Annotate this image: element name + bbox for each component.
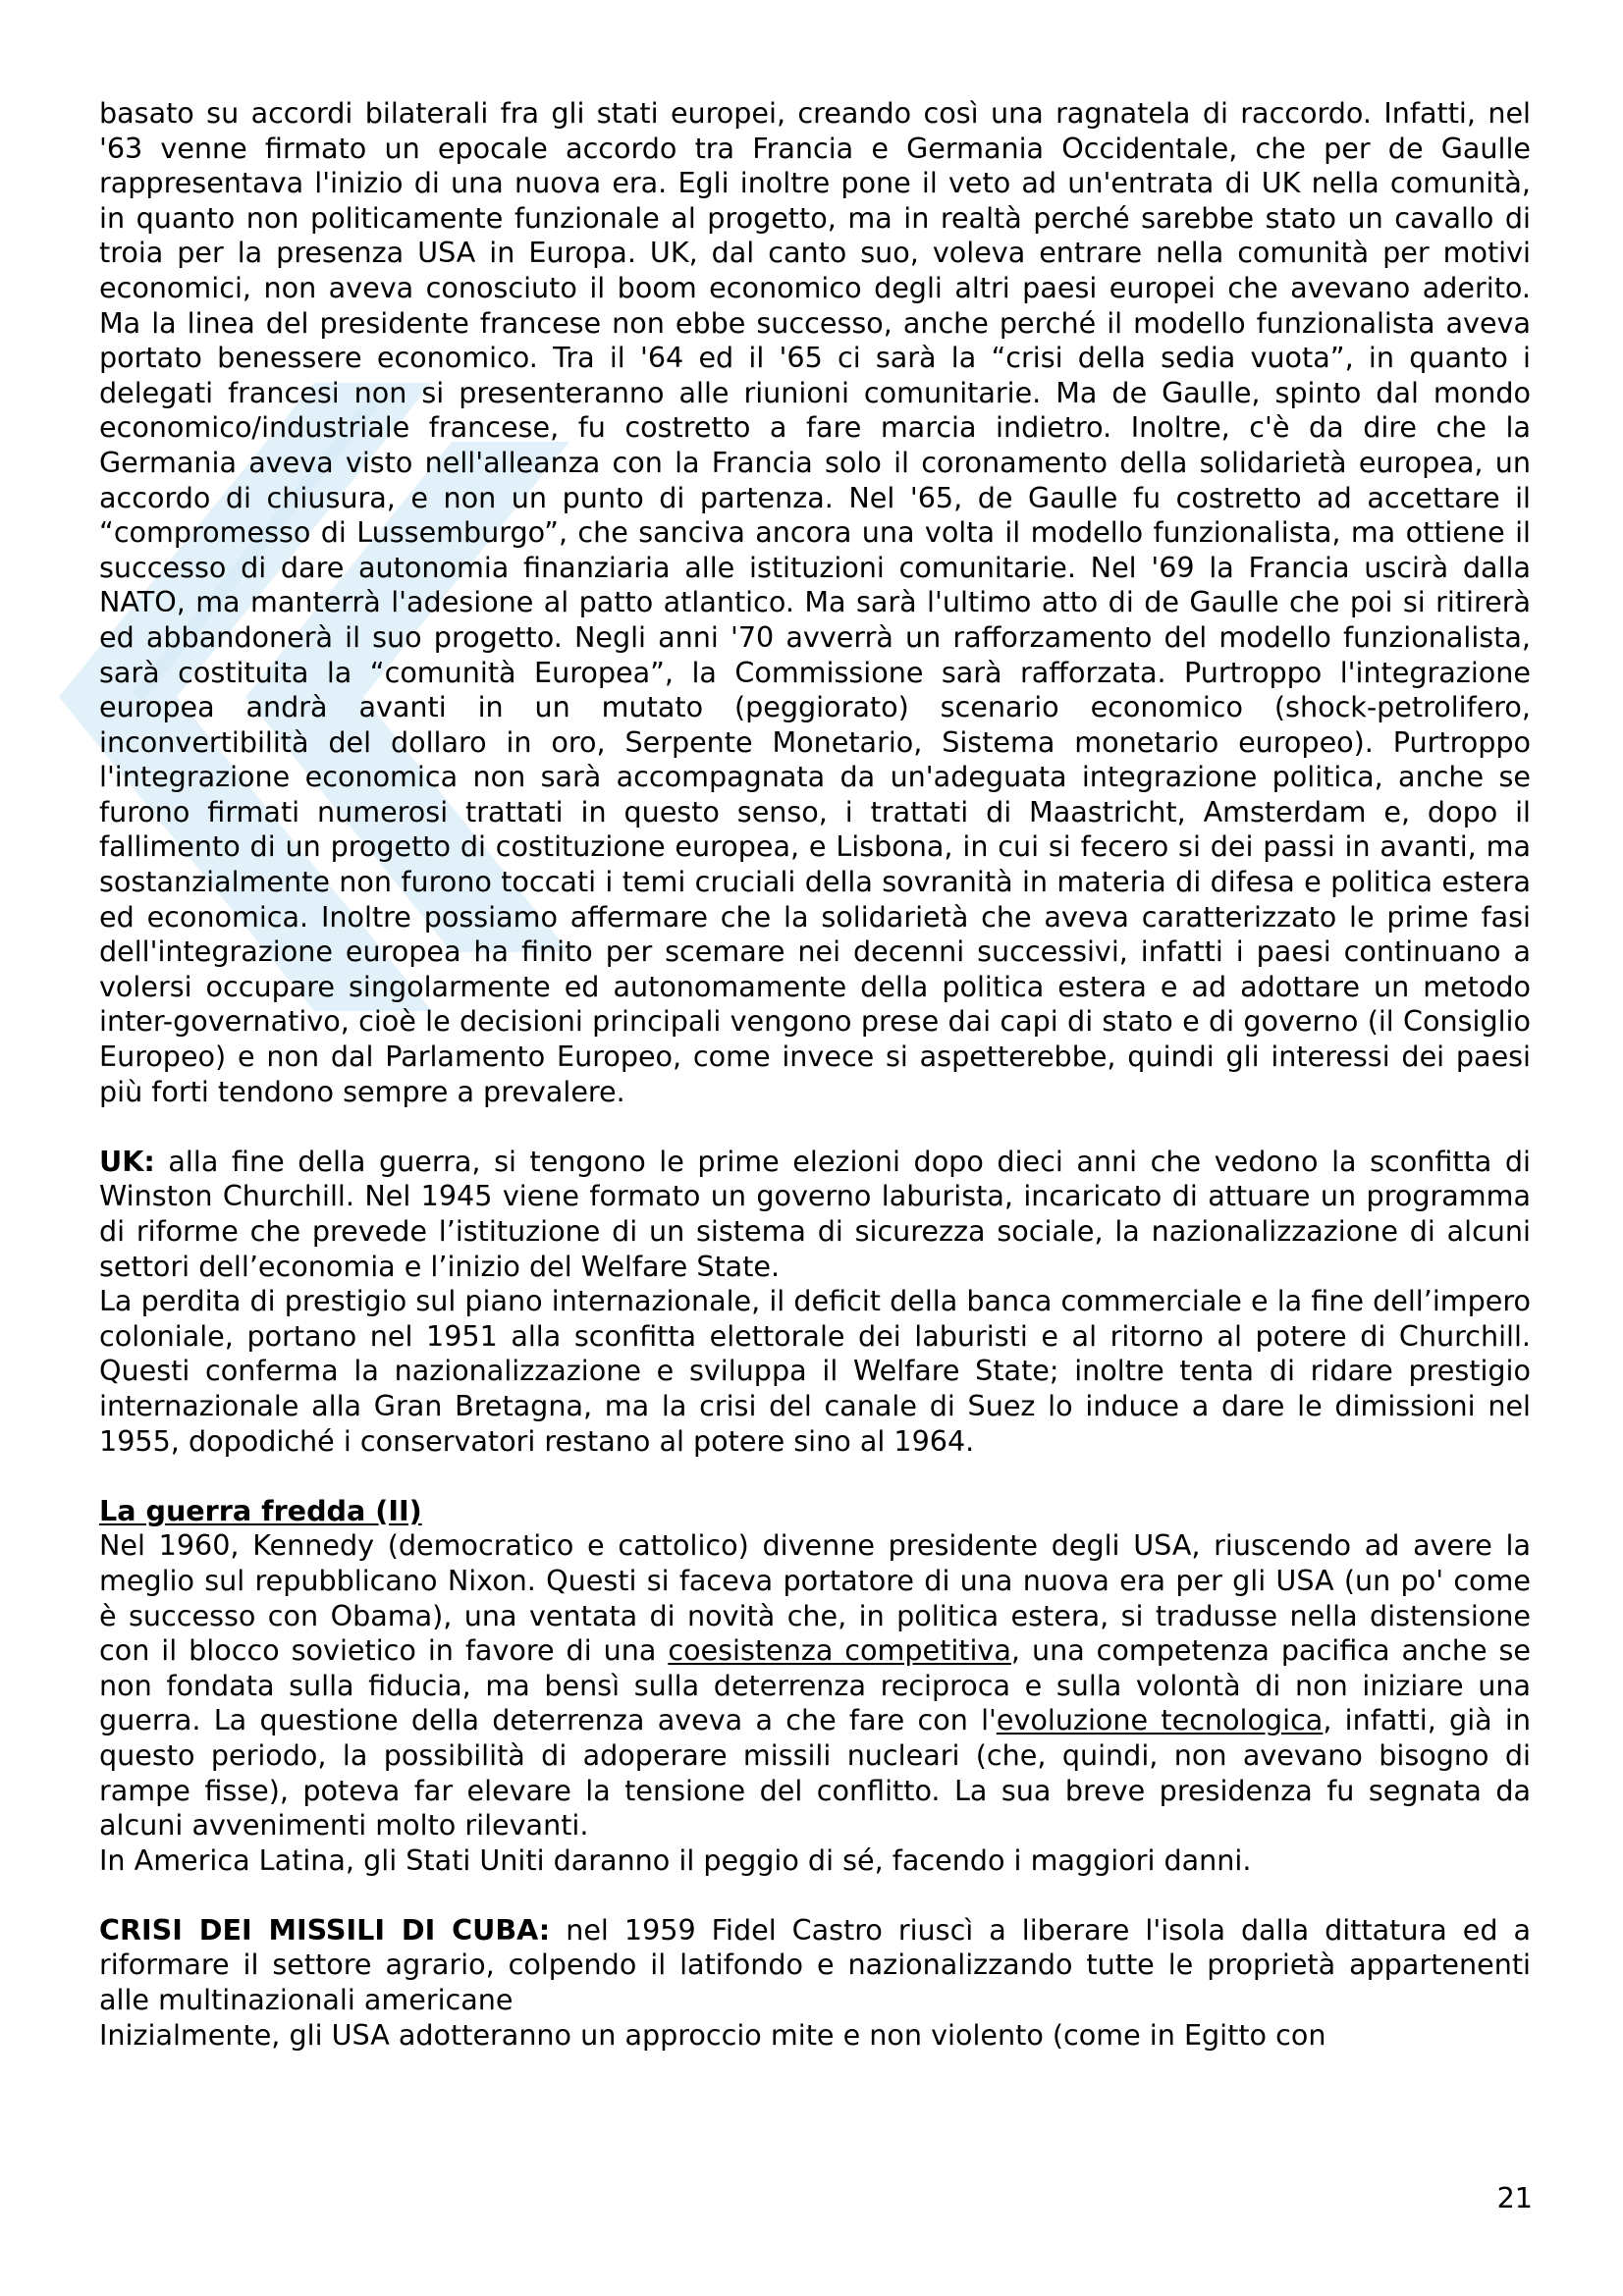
paragraph-spacer: [99, 1109, 1531, 1145]
page-number: 21: [1496, 2181, 1533, 2215]
paragraph-kennedy: [99, 1528, 1531, 1842]
kennedy-text-part-2: , una competenza pacifica anche se non fondata sulla fiducia, ma bensì sulla deterrenza reciproca e sulla volontà di non iniziare una guerra. La questione della deterrenza aveva a che fare con l': [99, 1633, 1531, 1737]
section-label-cuba: CRISI DEI MISSILI DI CUBA:: [99, 1912, 551, 1947]
cuba-body-text: nel 1959 Fidel Castro riuscì a liberare l'isola dalla dittatura ed a riformare il settore agrario, colpendo il latifondo e nazionalizzando tutte le proprietà appartenenti alle multinazionali americane: [99, 1912, 1532, 2017]
underlined-term-technology: evoluzione tecnologica: [996, 1703, 1324, 1737]
underlined-term-coexistence: coesistenza competitiva: [668, 1633, 1011, 1668]
paragraph-spacer: [99, 1878, 1531, 1913]
kennedy-text-part-3: , infatti, già in questo periodo, la possibilità di adoperare missili nucleari (che, quindi, non avevano bisogno di rampe fisse), poteva far elevare la tensione del conflitto. La sua breve presidenza fu segnata da alcuni avvenimenti molto rilevanti.: [99, 1703, 1531, 1842]
uk-body-text: alla fine della guerra, si tengono le prime elezioni dopo dieci anni che vedono la sconfitta di Winston Churchill. Nel 1945 viene formato un governo laburista, incaricato di attuare un programma di riforme che prevede l’istituzione di un sistema di sicurezza sociale, la nazionalizzazione di alcuni settori dell’economia e l’inizio del Welfare State.: [99, 1144, 1531, 1283]
paragraph-uk-churchill: La perdita di prestigio sul piano internazionale, il deficit della banca commerciale e la fine dell’impero coloniale, portano nel 1951 alla sconfitta elettorale dei laburisti e al ritorno al potere di Churchill. Questi conferma la nazionalizzazione e sviluppa il Welfare State; inoltre tenta di ridare prestigio internazionale alla Gran Bretagna, ma la crisi del canale di Suez lo induce a dare le dimissioni nel 1955, dopodiché i conservatori restano al potere sino al 1964.: [99, 1284, 1531, 1458]
paragraph-spacer: [99, 1459, 1531, 1494]
section-heading-cold-war: [99, 1494, 1531, 1529]
kennedy-text-part-1: Nel 1960, Kennedy (democratico e cattolico) divenne presidente degli USA, riuscendo ad avere la meglio sul repubblicano Nixon. Questi si faceva portatore di una nuova era per gli USA (un po' come è successo con Obama), una ventata di novità che, in politica estera, si tradusse nella distensione con il blocco sovietico in favore di una: [99, 1528, 1531, 1668]
paragraph-uk: [99, 1145, 1531, 1284]
paragraph-cuba-crisis: [99, 1913, 1531, 2018]
section-label-uk: UK:: [99, 1144, 155, 1178]
heading-text: La guerra fredda (II): [99, 1493, 422, 1527]
document-page: [99, 96, 1531, 2053]
paragraph-usa-approach: Inizialmente, gli USA adotteranno un approccio mite e non violento (come in Egitto con: [99, 2017, 1326, 2052]
paragraph-de-gaulle-europe: basato su accordi bilaterali fra gli stati europei, creando così una ragnatela di raccordo. Infatti, nel '63 venne firmato un epocale accordo tra Francia e Germania Occidentale, che per de Gaulle rappresentava l'inizio di una nuova era. Egli inoltre pone il veto ad un'entrata di UK nella comunità, in quanto non politicamente funzionale al progetto, ma in realtà perché sarebbe stato un cavallo di troia per la presenza USA in Europa. UK, dal canto suo, voleva entrare nella comunità per motivi economici, non aveva conosciuto il boom economico degli altri paesi europei che avevano aderito. Ma la linea del presidente francese non ebbe successo, anche perché il modello funzionalista aveva portato benessere economico. Tra il '64 ed il '65 ci sarà la “crisi della sedia vuota”, in quanto i delegati francesi non si presenteranno alle riunioni comunitarie. Ma de Gaulle, spinto dal mondo economico/industriale francese, fu costretto a fare marcia indietro. Inoltre, c'è da dire che la Germania aveva visto nell'alleanza con la Francia solo il coronamento della solidarietà europea, un accordo di chiusura, e non un punto di partenza. Nel '65, de Gaulle fu costretto ad accettare il “compromesso di Lussemburgo”, che sanciva ancora una volta il modello funzionalista, ma ottiene il successo di dare autonomia finanziaria alle istituzioni comunitarie. Nel '69 la Francia uscirà dalla NATO, ma manterrà l'adesione al patto atlantico. Ma sarà l'ultimo atto di de Gaulle che poi si ritirerà ed abbandonerà il suo progetto. Negli anni '70 avverrà un rafforzamento del modello funzionalista, sarà costituita la “comunità Europea”, la Commissione sarà rafforzata. Purtroppo l'integrazione europea andrà avanti in un mutato (peggiorato) scenario economico (shock-petrolifero, inconvertibilità del dollaro in oro, Serpente Monetario, Sistema monetario europeo). Purtroppo l'integrazione economica non sarà accompagnata da un'adeguata integrazione politica, anche se furono firmati numerosi trattati in questo senso, i trattati di Maastricht, Amsterdam e, dopo il fallimento di un progetto di costituzione europea, e Lisbona, in cui si fecero si dei passi in avanti, ma sostanzialmente non furono toccati i temi cruciali della sovranità in materia di difesa e politica estera ed economica. Inoltre possiamo affermare che la solidarietà che aveva caratterizzato le prime fasi dell'integrazione europea ha finito per scemare nei decenni successivi, infatti i paesi continuano a volersi occupare singolarmente ed autonomamente della politica estera e ad adottare un metodo inter-governativo, cioè le decisioni principali vengono prese dai capi di stato e di governo (il Consiglio Europeo) e non dal Parlamento Europeo, come invece si aspetterebbe, quindi gli interessi dei paesi più forti tendono sempre a prevalere.: [99, 96, 1531, 1108]
paragraph-latin-america: In America Latina, gli Stati Uniti daranno il peggio di sé, facendo i maggiori danni.: [99, 1842, 1252, 1877]
